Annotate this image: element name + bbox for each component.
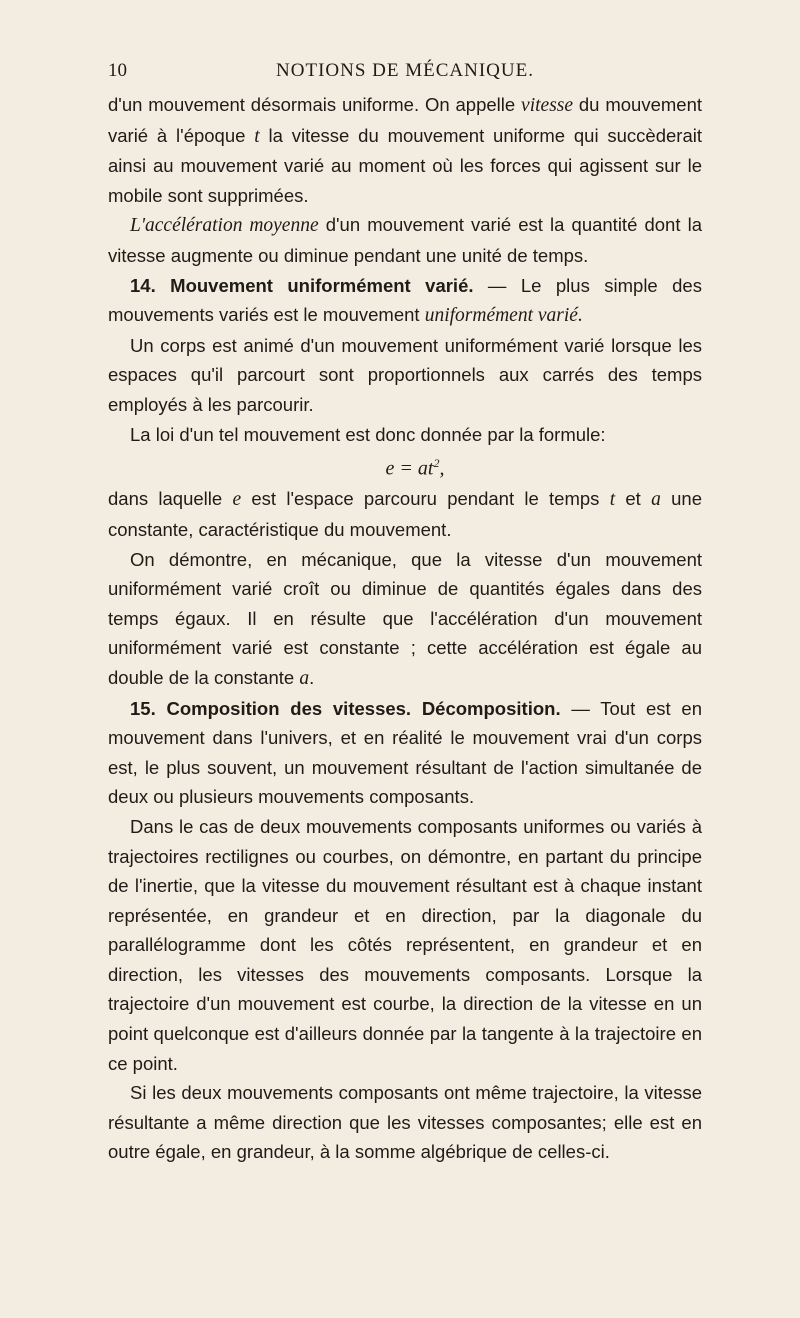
running-title: NOTIONS DE MÉCANIQUE. — [276, 60, 534, 81]
paragraph: Si les deux mouvements composants ont même trajectoire, la vitesse résultante a même direction que les vitesses composantes; elle est en outre égale, en grandeur, à la somme algébrique de celles-ci. — [108, 1082, 702, 1163]
paragraph: d'un mouvement désormais uniforme. On appelle vitesse du mouvement varié à l'époque t la vitesse du mouvement uniforme qui succèderait ainsi au mouvement varié au moment où les forces qui agissent sur le mobile sont supprimées. — [108, 94, 702, 206]
page-header — [108, 60, 702, 88]
paragraph: Dans le cas de deux mouvements composants uniformes ou variés à trajectoires rectilignes ou courbes, on démontre, en partant du principe de l'inertie, que la vitesse du mouvement résultant est à chaque instant représentée, en grandeur et en direction, par la diagonale du parallélogramme dont les côtés représentent, en grandeur et en direction, les vitesses des mouvements composants. Lorsque la trajectoire d'un mouvement est courbe, la direction de la vitesse en un point quelconque est d'ailleurs donnée par la tangente à la trajectoire en ce point. — [108, 815, 702, 1074]
section-15: 15. Composition des vitesses. Décomposition. — Tout est en mouvement dans l'univers, et en réalité le mouvement vrai d'un corps est, le plus souvent, un mouvement résultant de l'action simultanée de deux ou plusieurs mouvements composants. — [108, 697, 702, 808]
paragraph: Un corps est animé d'un mouvement uniformément varié lorsque les espaces qu'il parcourt sont proportionnels aux carrés des temps employés à les parcourir. — [108, 334, 702, 415]
paragraph: L'accélération moyenne d'un mouvement varié est la quantité dont la vitesse augmente ou diminue pendant une unité de temps. — [108, 214, 702, 266]
page-number: 10 — [108, 60, 127, 81]
section-heading: 15. Composition des vitesses. Décomposition. — [130, 697, 561, 719]
paragraph: La loi d'un tel mouvement est donc donnée par la formule: — [130, 423, 606, 445]
body-text — [108, 90, 702, 1167]
formula: $e = at^2$, — [385, 456, 445, 480]
section-heading: 14. Mouvement uniformément varié. — [130, 274, 474, 296]
section-14: 14. Mouvement uniformément varié. — Le plus simple des mouvements variés est le mouvement uniformément varié. — [108, 274, 702, 327]
paragraph: dans laquelle e est l'espace parcouru pendant le temps t et a une constante, caractéristique du mouvement. — [108, 488, 702, 540]
paragraph: On démontre, en mécanique, que la vitesse d'un mouvement uniformément varié croît ou diminue de quantités égales dans des temps égaux. Il en résulte que l'accélération d'un mouvement uniformément varié est constante ; cette accélération est égale au double de la constante a. — [108, 548, 702, 689]
